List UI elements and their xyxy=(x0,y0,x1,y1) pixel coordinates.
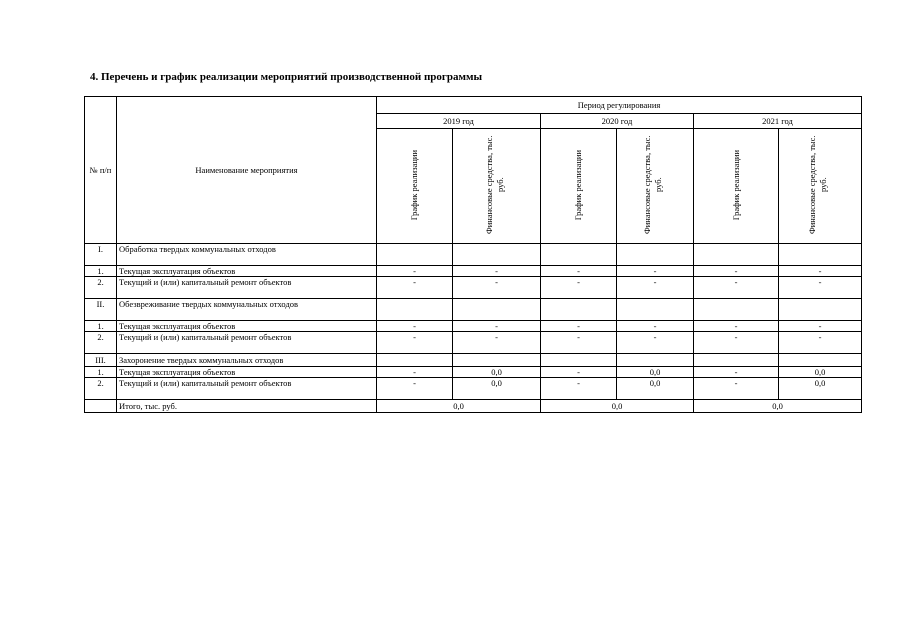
section-number: III. xyxy=(85,354,117,367)
section-row xyxy=(85,354,862,367)
total-label: Итого, тыс. руб. xyxy=(117,400,377,413)
value-cell: - xyxy=(377,378,453,400)
table-row xyxy=(85,378,862,400)
row-name: Текущая эксплуатация объектов xyxy=(117,266,377,277)
header-schedule: График реализации xyxy=(377,129,453,244)
value-cell: - xyxy=(617,277,694,299)
row-number: 2. xyxy=(85,277,117,299)
value-cell: - xyxy=(541,321,617,332)
empty-cell xyxy=(617,354,694,367)
value-cell: - xyxy=(779,321,862,332)
value-cell: - xyxy=(377,367,453,378)
value-cell: - xyxy=(377,321,453,332)
value-cell: 0,0 xyxy=(617,378,694,400)
total-value: 0,0 xyxy=(694,400,862,413)
section-title: Захоронение твердых коммунальных отходов xyxy=(117,354,377,367)
empty-cell xyxy=(541,299,617,321)
row-name: Текущая эксплуатация объектов xyxy=(117,367,377,378)
header-finance: Финансовые средства, тыс. руб. xyxy=(617,129,694,244)
section-title: Обезвреживание твердых коммунальных отходов xyxy=(117,299,377,321)
row-name: Текущий и (или) капитальный ремонт объектов xyxy=(117,277,377,299)
row-name: Текущий и (или) капитальный ремонт объектов xyxy=(117,332,377,354)
row-number: 1. xyxy=(85,367,117,378)
value-cell: - xyxy=(694,332,779,354)
empty-cell xyxy=(694,244,779,266)
header-finance: Финансовые средства, тыс. руб. xyxy=(453,129,541,244)
section-title: Обработка твердых коммунальных отходов xyxy=(117,244,377,266)
row-number: 1. xyxy=(85,266,117,277)
value-cell: 0,0 xyxy=(779,367,862,378)
value-cell: 0,0 xyxy=(617,367,694,378)
value-cell: - xyxy=(694,378,779,400)
header-year-2021: 2021 год xyxy=(694,114,862,129)
empty-cell xyxy=(541,244,617,266)
header-year-2019: 2019 год xyxy=(377,114,541,129)
value-cell: - xyxy=(377,266,453,277)
empty-cell xyxy=(377,299,453,321)
row-number: 2. xyxy=(85,332,117,354)
section-number: II. xyxy=(85,299,117,321)
header-num: № п/п xyxy=(85,97,117,244)
value-cell: - xyxy=(617,266,694,277)
value-cell: - xyxy=(779,266,862,277)
total-value: 0,0 xyxy=(377,400,541,413)
value-cell: 0,0 xyxy=(453,378,541,400)
table-row xyxy=(85,266,862,277)
empty-cell xyxy=(617,299,694,321)
table-row xyxy=(85,277,862,299)
value-cell: - xyxy=(694,277,779,299)
value-cell: - xyxy=(541,277,617,299)
value-cell: - xyxy=(541,367,617,378)
program-table xyxy=(84,96,862,413)
empty-cell xyxy=(377,244,453,266)
value-cell: - xyxy=(541,332,617,354)
empty-cell xyxy=(377,354,453,367)
value-cell: - xyxy=(541,266,617,277)
header-year-2020: 2020 год xyxy=(541,114,694,129)
value-cell: - xyxy=(694,367,779,378)
value-cell: - xyxy=(541,378,617,400)
empty-cell xyxy=(779,299,862,321)
value-cell: - xyxy=(453,321,541,332)
value-cell: - xyxy=(779,332,862,354)
row-number: 2. xyxy=(85,378,117,400)
row-name: Текущий и (или) капитальный ремонт объектов xyxy=(117,378,377,400)
empty-cell xyxy=(779,354,862,367)
value-cell: 0,0 xyxy=(453,367,541,378)
value-cell: - xyxy=(617,332,694,354)
value-cell: - xyxy=(694,266,779,277)
value-cell: 0,0 xyxy=(779,378,862,400)
empty-cell xyxy=(453,299,541,321)
value-cell: - xyxy=(779,277,862,299)
section-row xyxy=(85,299,862,321)
page-title: 4. Перечень и график реализации мероприятий производственной программы xyxy=(90,71,483,83)
section-number: I. xyxy=(85,244,117,266)
empty-cell xyxy=(453,244,541,266)
empty-cell xyxy=(779,244,862,266)
empty-cell xyxy=(694,299,779,321)
empty-cell xyxy=(694,354,779,367)
table-row xyxy=(85,321,862,332)
table-row xyxy=(85,367,862,378)
value-cell: - xyxy=(453,277,541,299)
total-value: 0,0 xyxy=(541,400,694,413)
header-period: Период регулирования xyxy=(377,97,862,114)
value-cell: - xyxy=(453,332,541,354)
row-name: Текущая эксплуатация объектов xyxy=(117,321,377,332)
table-row xyxy=(85,332,862,354)
value-cell: - xyxy=(453,266,541,277)
empty-cell xyxy=(453,354,541,367)
header-name: Наименование мероприятия xyxy=(117,97,377,244)
empty-cell xyxy=(617,244,694,266)
header-schedule: График реализации xyxy=(541,129,617,244)
value-cell: - xyxy=(377,277,453,299)
total-row xyxy=(85,400,862,413)
value-cell: - xyxy=(617,321,694,332)
value-cell: - xyxy=(377,332,453,354)
row-number: 1. xyxy=(85,321,117,332)
empty-cell xyxy=(541,354,617,367)
empty-cell xyxy=(85,400,117,413)
value-cell: - xyxy=(694,321,779,332)
header-finance: Финансовые средства, тыс. руб. xyxy=(779,129,862,244)
section-row xyxy=(85,244,862,266)
header-schedule: График реализации xyxy=(694,129,779,244)
